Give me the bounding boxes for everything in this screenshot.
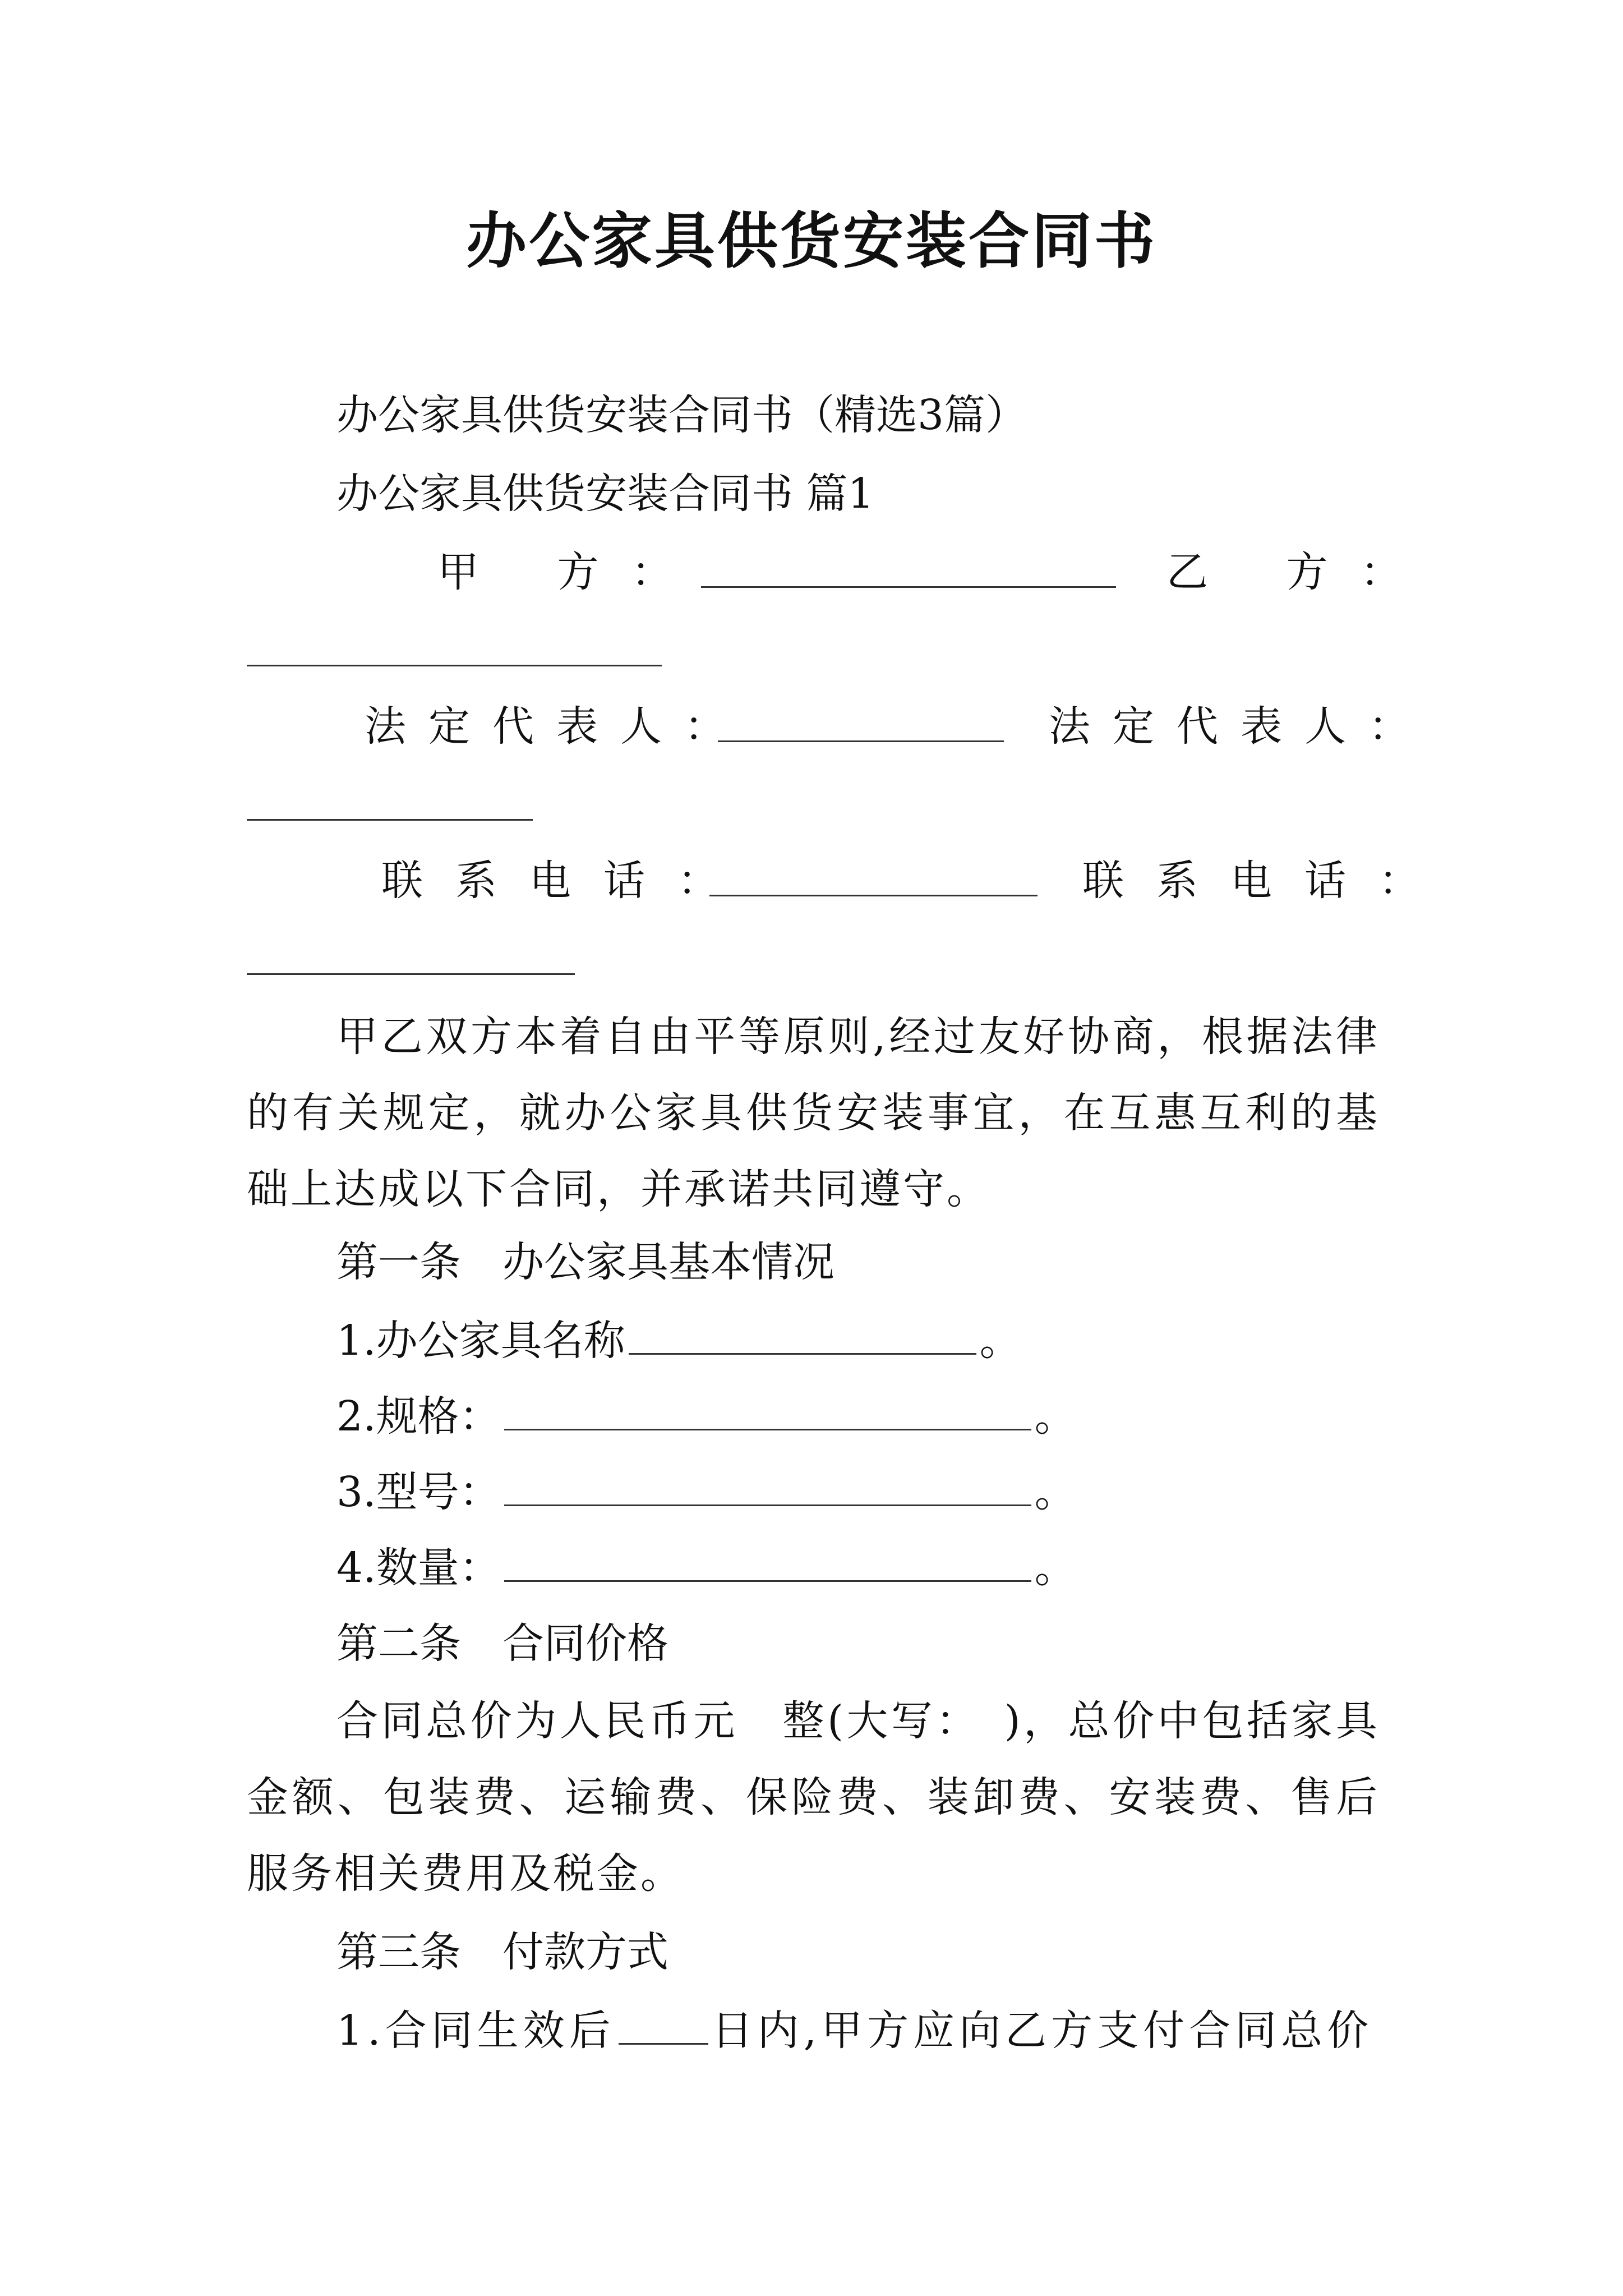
legal-rep-b-label: 法定代表人： — [1049, 702, 1432, 751]
item-model: 3.型号： 。 — [336, 1468, 1076, 1516]
article3-title: 第三条 付款方式 — [336, 1928, 668, 1976]
item4-blank — [504, 1549, 1031, 1582]
document-subtitle: 办公家具供货安装合同书（精选3篇） — [336, 391, 1027, 439]
legal-rep-a-label: 法定代表人： — [365, 702, 748, 751]
phone-a-blank — [709, 895, 1038, 896]
article1-title: 第一条 办公家具基本情况 — [336, 1238, 834, 1286]
preamble-paragraph: 甲乙双方本着自由平等原则,经过友好协商，根据法律的有关规定，就办公家具供货安装事宜，在互惠互利的基础上达成以下合同，并承诺共同遵守。 — [247, 1013, 1380, 1213]
item1-blank — [629, 1322, 976, 1355]
phone-b-label: 联系电话： — [1082, 857, 1453, 905]
item2-blank — [504, 1397, 1031, 1430]
item-quantity: 4.数量： 。 — [336, 1544, 1076, 1592]
legal-rep-a-blank — [718, 740, 1004, 742]
item3-blank — [504, 1473, 1031, 1506]
phone-a-label: 联系电话： — [381, 857, 751, 905]
party-a-label: 甲 方： — [437, 548, 706, 596]
party-b-label: 乙 方： — [1166, 548, 1435, 596]
party-a-blank — [701, 586, 1116, 588]
document-title: 办公家具供货安装合同书 — [465, 206, 1157, 277]
payment-clause-1: 1.合同生效后 日内,甲方应向乙方支付合同总价 — [336, 2007, 1373, 2055]
article2-title: 第二条 合同价格 — [336, 1619, 668, 1668]
phone-b-blank — [247, 973, 575, 975]
legal-rep-b-blank — [247, 819, 533, 821]
item-furniture-name: 1.办公家具名称 。 — [336, 1317, 1021, 1365]
item-spec: 2.规格： 。 — [336, 1392, 1076, 1441]
article2-body: 合同总价为人民币元 整(大写： )，总价中包括家具金额、包装费、运输费、保险费、装卸费、安装费、售后服务相关费用及税金。 — [247, 1697, 1380, 1898]
party-b-blank — [247, 665, 662, 666]
payment-days-blank — [619, 2012, 708, 2045]
section-heading: 办公家具供货安装合同书 篇1 — [336, 470, 874, 518]
